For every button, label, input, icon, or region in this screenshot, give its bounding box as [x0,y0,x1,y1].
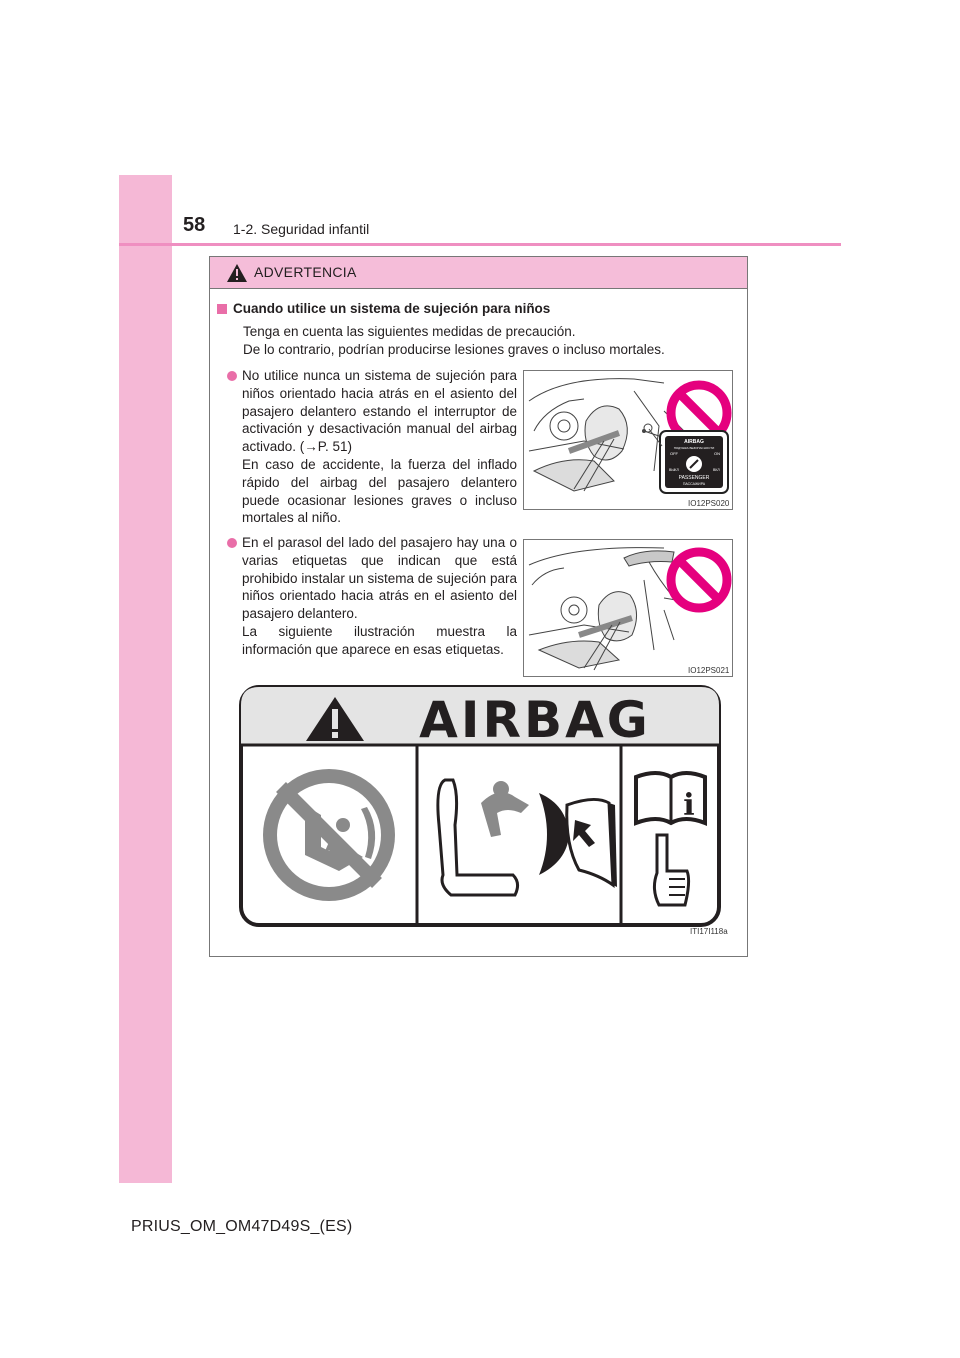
bullet-item-1: No utilice nunca un sistema de sujeción para niños orientado hacia atrás en el asiento del pasajero delantero estando el interruptor de activación y desactivación manual del airbag activado. (→P. 51) En caso de accidente, la fuerza del inflado rápido del airbag del pasajero delantero puede ocasionar lesiones graves o incluso mortales al niño. [227,367,517,527]
svg-text:ON: ON [714,451,720,456]
svg-text:PASSENGER: PASSENGER [678,475,710,481]
warning-section-title: Cuando utilice un sistema de sujeción para niños [217,301,550,316]
section-title: 1-2. Seguridad infantil [233,221,370,237]
illustration-airbag-switch [523,370,733,510]
svg-text:OFF: OFF [670,451,678,456]
square-bullet-icon [217,304,227,314]
svg-text:ВЫКЛ: ВЫКЛ [669,468,679,472]
owners-manual-icon [636,773,705,823]
page-sidebar-tab [119,175,172,1183]
sun-visor-illustration [524,540,732,676]
label-illustration-code: ITI17I118a [690,927,728,936]
page-number: 58 [183,214,206,236]
svg-text:i: i [683,788,695,823]
header-rule [119,243,841,246]
car-interior-illustration [524,371,732,509]
warning-intro: Tenga en cuenta las siguientes medidas de precaución. De lo contrario, podrían producirse lesiones graves o incluso mortales. [243,324,665,357]
svg-text:AIRBAG: AIRBAG [684,439,704,445]
svg-text:ПОДУШКА БЕЗОПАСНОСТИ: ПОДУШКА БЕЗОПАСНОСТИ [673,446,715,450]
warning-triangle-icon [226,263,248,283]
warning-label: ADVERTENCIA [254,264,357,280]
svg-text:ВКЛ: ВКЛ [713,468,720,472]
bullet-item-2: En el parasol del lado del pasajero hay una o varias etiquetas que indican que está prohibido instalar un sistema de sujeción para niños orientado hacia atrás en el asiento del pasajero delantero. La siguiente ilustración muestra la información que aparece en esas etiquetas. [227,534,517,659]
bullet-dot-icon [227,538,237,548]
document-code: PRIUS_OM_OM47D49S_(ES) [131,1218,353,1235]
illustration-code: IO12PS020 [688,499,730,508]
illustration-code: IO12PS021 [688,666,730,675]
svg-text:ПАССАЖИРА: ПАССАЖИРА [682,482,706,486]
bullet-dot-icon [227,371,237,381]
warning-header [210,257,747,289]
warning-box [209,256,748,957]
airbag-warning-label [239,685,723,933]
illustration-sun-visor [523,539,733,677]
airbag-label-title: AIRBAG [419,691,651,749]
no-rear-facing-child-seat-icon [263,769,395,901]
